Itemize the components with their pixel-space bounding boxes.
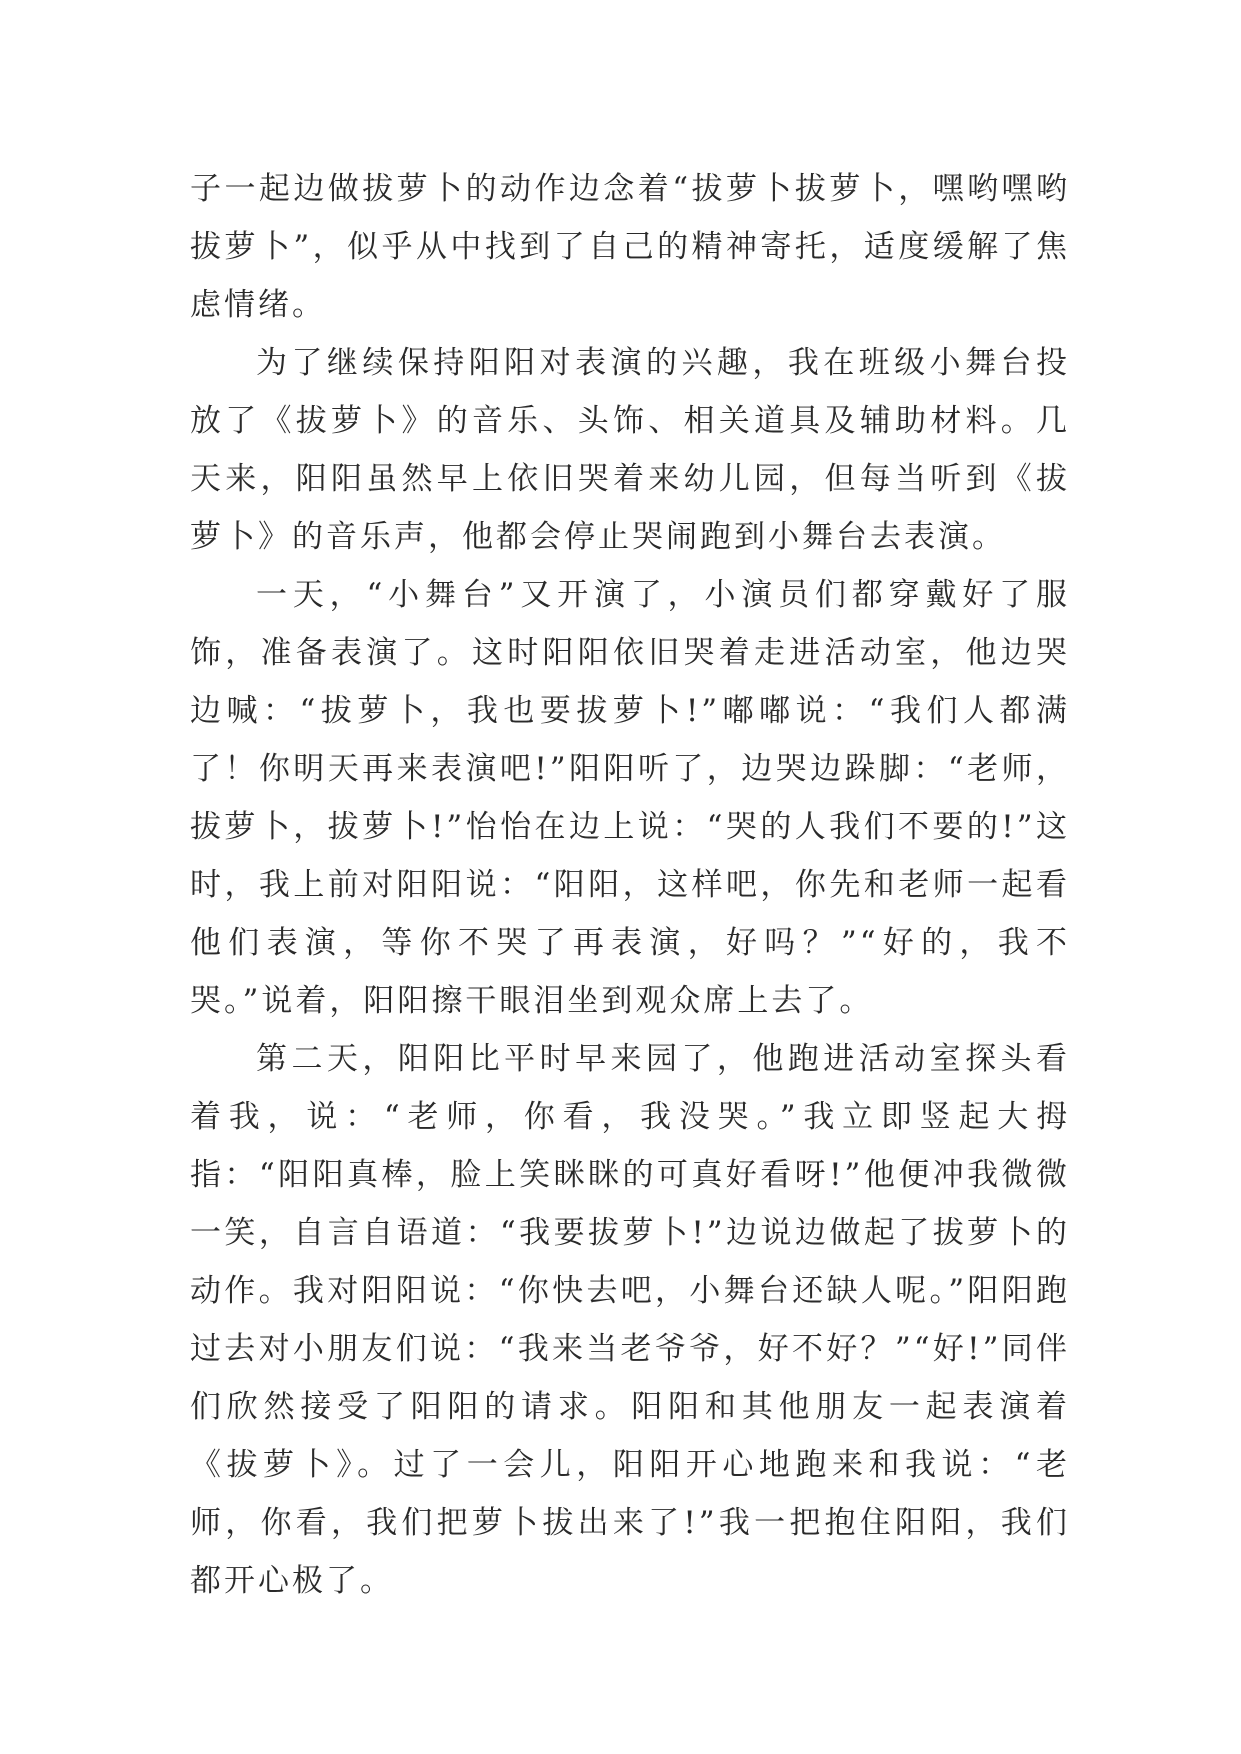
document-body	[190, 160, 1070, 1610]
paragraph-4: 第二天，阳阳比平时早来园了，他跑进活动室探头看着我，说：“老师，你看，我没哭。”我立即竖起大拇指：“阳阳真棒，脸上笑眯眯的可真好看呀!”他便冲我微微一笑，自言自语道：“我要拔萝卜!”边说边做起了拔萝卜的动作。我对阳阳说：“你快去吧，小舞台还缺人呢。”阳阳跑过去对小朋友们说：“我来当老爷爷，好不好？”“好!”同伴们欣然接受了阳阳的请求。阳阳和其他朋友一起表演着《拔萝卜》。过了一会儿，阳阳开心地跑来和我说：“老师，你看，我们把萝卜拔出来了!”我一把抱住阳阳，我们都开心极了。	[190, 1041, 1070, 1599]
paragraph-3: 一天，“小舞台”又开演了，小演员们都穿戴好了服饰，准备表演了。这时阳阳依旧哭着走进活动室，他边哭边喊：“拔萝卜，我也要拔萝卜!”嘟嘟说：“我们人都满了！你明天再来表演吧!”阳阳听了，边哭边跺脚：“老师，拔萝卜，拔萝卜!”怡怡在边上说：“哭的人我们不要的!”这时，我上前对阳阳说：“阳阳，这样吧，你先和老师一起看他们表演，等你不哭了再表演，好吗？”“好的，我不哭。”说着，阳阳擦干眼泪坐到观众席上去了。	[190, 577, 1070, 1019]
paragraph-2: 为了继续保持阳阳对表演的兴趣，我在班级小舞台投放了《拔萝卜》的音乐、头饰、相关道具及辅助材料。几天来，阳阳虽然早上依旧哭着来幼儿园，但每当听到《拔萝卜》的音乐声，他都会停止哭闹跑到小舞台去表演。	[190, 345, 1070, 555]
paragraph-1: 子一起边做拔萝卜的动作边念着“拔萝卜拔萝卜，嘿哟嘿哟拔萝卜”，似乎从中找到了自己的精神寄托，适度缓解了焦虑情绪。	[190, 171, 1070, 323]
